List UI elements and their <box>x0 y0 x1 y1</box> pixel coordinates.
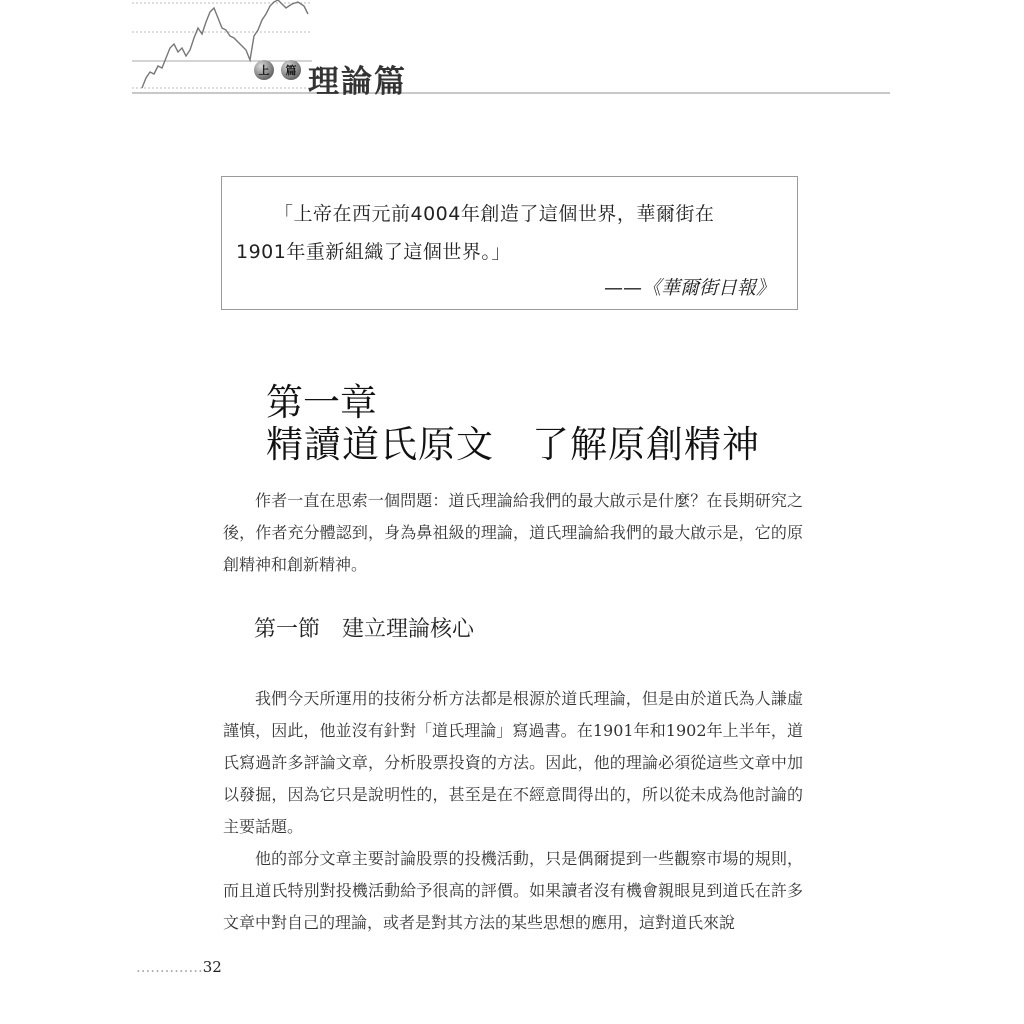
section-body <box>223 683 803 939</box>
epigraph-line-1: 「上帝在西元前4004年創造了這個世界，華爾街在 <box>274 203 715 225</box>
section-title: 第一節 建立理論核心 <box>254 617 475 642</box>
part-badges <box>254 60 301 80</box>
footer-dots: .............. <box>136 958 203 976</box>
paragraph: 作者一直在思索一個問題：道氏理論給我們的最大啟示是什麼？在長期研究之後，作者充分體認到，身為鼻祖級的理論，道氏理論給我們的最大啟示是，它的原創精神和創新精神。 <box>223 491 803 574</box>
chapter-number: 第一章 <box>266 381 377 424</box>
epigraph-source: ——《華爾街日報》 <box>603 277 775 299</box>
chapter-title: 精讀道氏原文 了解原創精神 <box>266 423 760 466</box>
part-badge-section: 篇 <box>281 60 301 80</box>
paragraph: 他的部分文章主要討論股票的投機活動，只是偶爾提到一些觀察市場的規則，而且道氏特別對投機活動給予很高的評價。如果讀者沒有機會親眼見到道氏在許多文章中對自己的理論，或者是對其方法的某些思想的應用，這對道氏來說 <box>223 849 803 932</box>
part-badge-upper: 上 <box>254 60 274 80</box>
page-footer <box>136 958 222 976</box>
paragraph: 我們今天所運用的技術分析方法都是根源於道氏理論，但是由於道氏為人謙虛謹慎，因此，他並沒有針對「道氏理論」寫過書。在1901年和1902年上半年，道氏寫過許多評論文章，分析股票投資的方法。因此，他的理論必須從這些文章中加以發掘，因為它只是說明性的，甚至是在不經意間得出的，所以從未成為他討論的主要話題。 <box>223 689 803 836</box>
header-rule <box>132 92 890 94</box>
intro-paragraph <box>223 485 803 581</box>
page-number: 32 <box>202 958 222 976</box>
epigraph-box <box>221 176 798 310</box>
epigraph-line-2: 1901年重新組織了這個世界。」 <box>236 241 511 263</box>
part-title: 理論篇 <box>308 64 407 100</box>
